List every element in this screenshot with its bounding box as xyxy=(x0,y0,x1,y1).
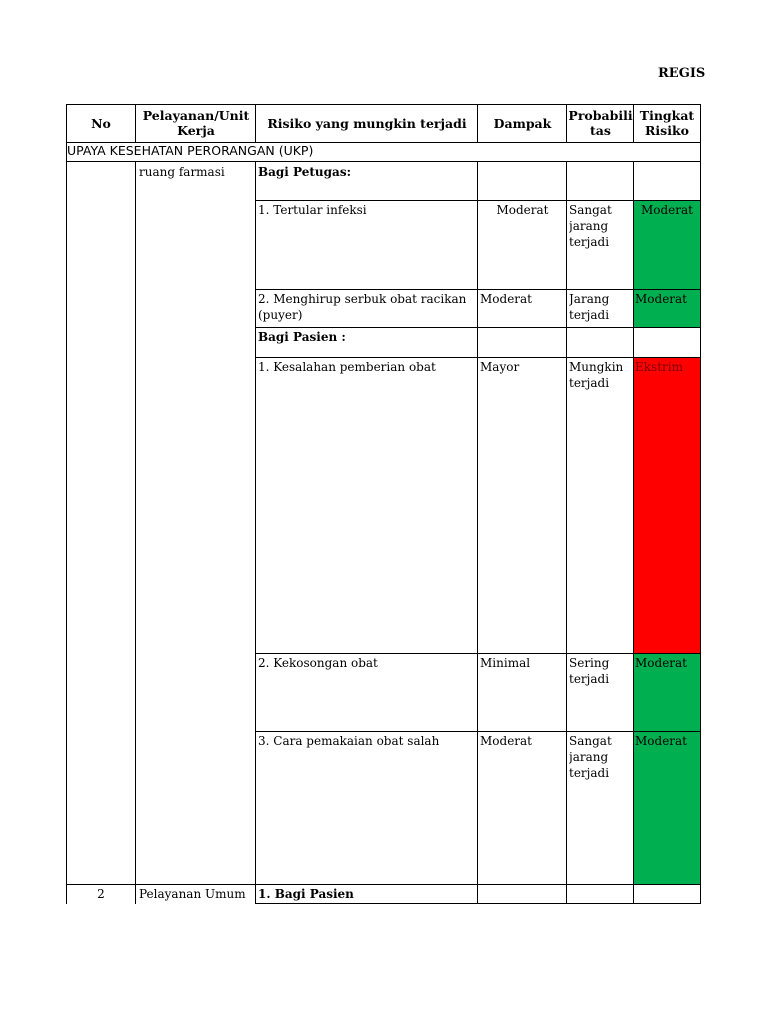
grid-line xyxy=(66,161,701,162)
grid-line xyxy=(66,884,701,885)
grid-line xyxy=(135,161,136,904)
grid-line xyxy=(256,289,701,290)
grid-line xyxy=(256,653,701,654)
row-5-risk: 3. Cara pemakaian obat salah xyxy=(258,734,440,748)
grid-line xyxy=(255,161,256,904)
grid-line xyxy=(66,104,67,904)
grid-line xyxy=(256,200,701,201)
grid-line xyxy=(700,104,701,904)
grid-line xyxy=(255,104,256,142)
section-title: UPAYA KESEHATAN PERORANGAN (UKP) xyxy=(67,143,314,158)
grid-line xyxy=(477,104,478,142)
grid-line xyxy=(633,104,634,142)
row-3-probability: Mungkin terjadi xyxy=(569,360,624,390)
header-risk: Risiko yang mungkin terjadi xyxy=(267,115,467,131)
header-unit: Pelayanan/Unit Kerja xyxy=(142,108,250,138)
row-1-probability: Sangat jarang terjadi xyxy=(569,203,612,249)
row-2-impact: Moderat xyxy=(480,292,533,306)
grid-line xyxy=(66,142,701,143)
row-5-probability: Sangat jarang terjadi xyxy=(569,734,612,780)
row2-unit: Pelayanan Umum xyxy=(139,887,246,901)
header-impact: Dampak xyxy=(493,115,552,131)
grid-line xyxy=(135,104,136,142)
grid-line xyxy=(256,327,701,328)
group-pasien: Bagi Pasien : xyxy=(258,330,346,344)
grid-line xyxy=(566,161,567,904)
row2-no: 2 xyxy=(97,887,105,901)
header-no: No xyxy=(91,115,111,131)
row-1-risk: 1. Tertular infeksi xyxy=(258,203,367,217)
row-5-level: Moderat xyxy=(635,734,688,748)
row-3-risk: 1. Kesalahan pemberian obat xyxy=(258,360,436,374)
row-4-level: Moderat xyxy=(635,656,688,670)
row2-risk: 1. Bagi Pasien xyxy=(258,887,354,901)
grid-line xyxy=(256,731,701,732)
grid-line xyxy=(633,161,634,904)
grid-line xyxy=(566,104,567,142)
group-petugas: Bagi Petugas: xyxy=(258,165,351,179)
row-1-level: Moderat xyxy=(640,203,693,217)
level-bg-3 xyxy=(634,357,700,653)
document-title: REGIS xyxy=(658,66,706,81)
row-4-risk: 2. Kekosongan obat xyxy=(258,656,378,670)
row-2-risk: 2. Menghirup serbuk obat racikan (puyer) xyxy=(258,292,467,322)
row-2-probability: Jarang terjadi xyxy=(569,292,610,322)
header-level: Tingkat Risiko xyxy=(639,108,695,138)
level-bg-5 xyxy=(634,731,700,884)
header-probability: Probabilitas xyxy=(568,108,633,138)
row-4-probability: Sering terjadi xyxy=(569,656,610,686)
grid-line xyxy=(256,357,701,358)
row-2-level: Moderat xyxy=(635,292,688,306)
row-5-impact: Moderat xyxy=(480,734,533,748)
grid-line xyxy=(66,104,701,105)
unit-ruang-farmasi: ruang farmasi xyxy=(139,165,225,179)
grid-line xyxy=(256,903,701,904)
row-3-impact: Mayor xyxy=(480,360,520,374)
row-1-impact: Moderat xyxy=(496,203,549,217)
row-4-impact: Minimal xyxy=(480,656,531,670)
row-3-level: Ekstrim xyxy=(635,360,683,374)
grid-line xyxy=(477,161,478,904)
